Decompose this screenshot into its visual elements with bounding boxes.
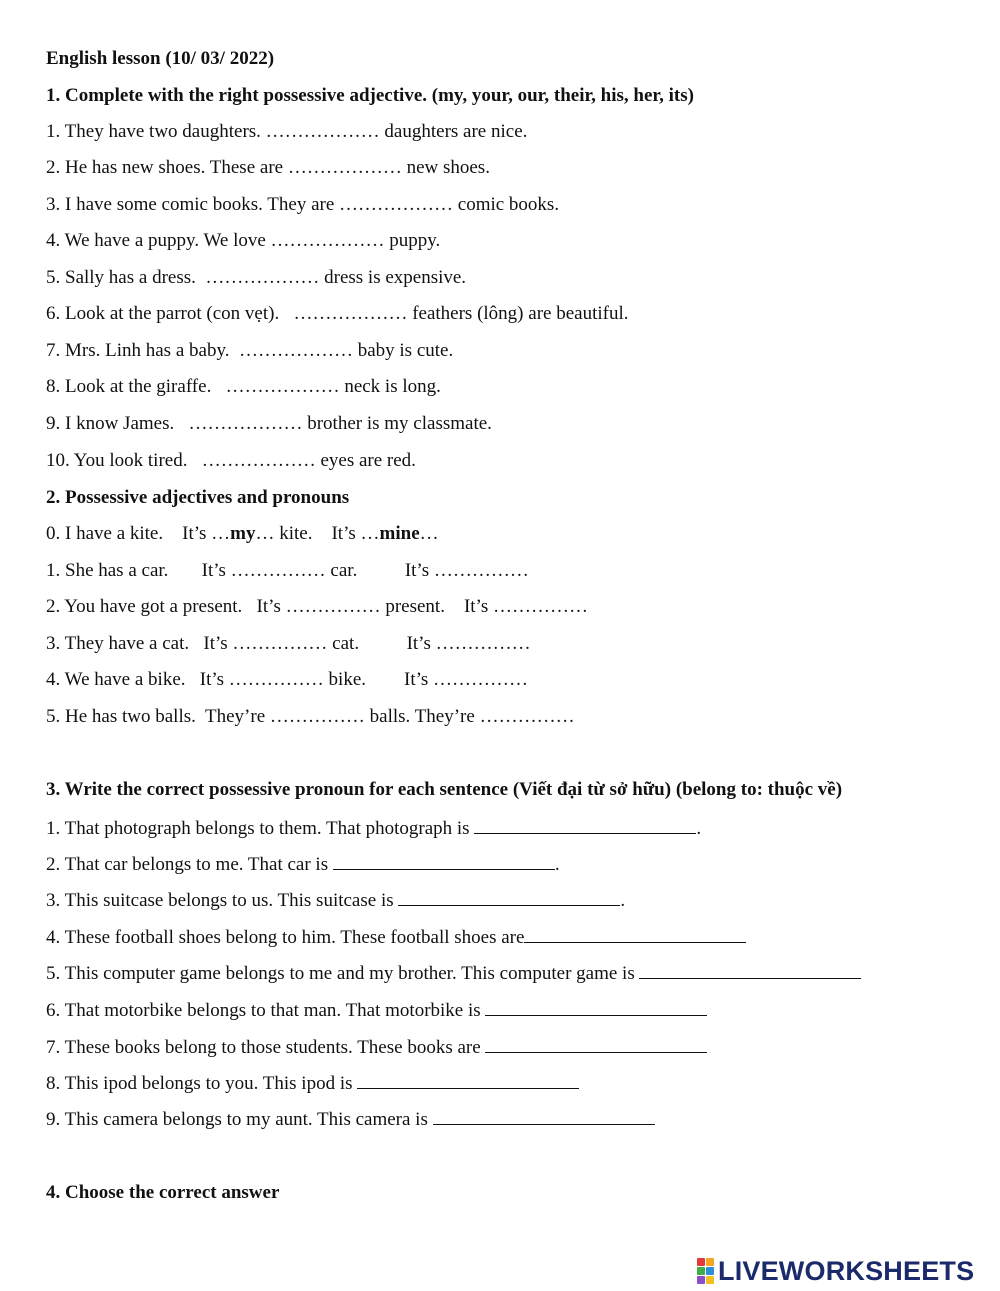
- ex2-item: 1. She has a car. It’s …………… car. It’s ……………: [46, 560, 529, 581]
- logo-square: [697, 1276, 705, 1284]
- ex2-example-answer-2: mine: [379, 523, 420, 544]
- ex2-example-part3: …: [419, 523, 439, 544]
- ex3-item: [46, 1071, 579, 1095]
- ex1-item: 7. Mrs. Linh has a baby. ……………… baby is cute.: [46, 340, 454, 361]
- liveworksheets-logo-text: LIVEWORKSHEETS: [718, 1255, 975, 1286]
- ex3-item-text: 6. That motorbike belongs to that man. That motorbike is: [46, 1000, 486, 1021]
- ex3-item: [46, 925, 746, 949]
- answer-blank[interactable]: [357, 1071, 579, 1089]
- ex1-item: 4. We have a puppy. We love ……………… puppy.: [46, 230, 441, 251]
- ex3-item: [46, 961, 861, 985]
- ex3-item-end: .: [554, 854, 560, 875]
- ex2-item: 2. You have got a present. It’s …………… present. It’s ……………: [46, 596, 588, 617]
- ex3-item: [46, 998, 707, 1022]
- ex3-item-end: .: [620, 890, 626, 911]
- ex2-item: 3. They have a cat. It’s …………… cat. It’s ……………: [46, 633, 531, 654]
- ex1-item: 3. I have some comic books. They are ……………… comic books.: [46, 194, 560, 215]
- ex2-example-answer-1: my: [230, 523, 256, 544]
- ex3-item: [46, 1107, 655, 1131]
- ex1-item: 2. He has new shoes. These are ……………… new shoes.: [46, 157, 490, 178]
- answer-blank[interactable]: [474, 816, 696, 834]
- ex3-item-text: 9. This camera belongs to my aunt. This camera is: [46, 1109, 433, 1130]
- ex1-item: 10. You look tired. ……………… eyes are red.: [46, 450, 416, 471]
- ex2-example-part2: … kite. It’s …: [255, 523, 380, 544]
- ex3-item-text: 8. This ipod belongs to you. This ipod is: [46, 1073, 358, 1094]
- ex2-item: 5. He has two balls. They’re …………… balls. They’re ……………: [46, 706, 575, 727]
- ex3-item: [46, 852, 560, 876]
- exercise-4-title: 4. Choose the correct answer: [46, 1182, 280, 1203]
- worksheet-header: English lesson (10/ 03/ 2022): [46, 48, 275, 69]
- liveworksheets-logo: [697, 1256, 974, 1286]
- ex1-item: 6. Look at the parrot (con vẹt). ……………… feathers (lông) are beautiful.: [46, 303, 629, 324]
- ex1-item: 1. They have two daughters. ……………… daughters are nice.: [46, 121, 528, 142]
- ex3-item: [46, 816, 701, 840]
- ex3-item-end: .: [696, 818, 702, 839]
- ex3-item: [46, 1035, 707, 1059]
- ex3-item-text: 2. That car belongs to me. That car is: [46, 854, 333, 875]
- logo-square: [697, 1258, 705, 1266]
- ex1-item: 5. Sally has a dress. ……………… dress is expensive.: [46, 267, 467, 288]
- ex3-item: [46, 888, 625, 912]
- logo-square: [706, 1258, 714, 1266]
- ex1-item: 8. Look at the giraffe. ……………… neck is long.: [46, 376, 441, 397]
- answer-blank[interactable]: [524, 925, 746, 943]
- answer-blank[interactable]: [485, 998, 707, 1016]
- ex3-item-text: 3. This suitcase belongs to us. This suitcase is: [46, 890, 399, 911]
- logo-square: [706, 1267, 714, 1275]
- exercise-2-title: 2. Possessive adjectives and pronouns: [46, 487, 350, 508]
- answer-blank[interactable]: [398, 888, 620, 906]
- answer-blank[interactable]: [639, 961, 861, 979]
- ex1-item: 9. I know James. ……………… brother is my classmate.: [46, 413, 492, 434]
- ex3-item-text: 1. That photograph belongs to them. That photograph is: [46, 818, 475, 839]
- exercise-1-title: 1. Complete with the right possessive adjective. (my, your, our, their, his, her, its): [46, 85, 694, 106]
- ex3-item-text: 4. These football shoes belong to him. These football shoes are: [46, 927, 525, 948]
- ex2-example: [46, 523, 439, 545]
- exercise-3-title: 3. Write the correct possessive pronoun for each sentence (Viết đại từ sở hữu) (belong to: thuộc về): [46, 779, 843, 800]
- answer-blank[interactable]: [485, 1035, 707, 1053]
- ex3-item-text: 5. This computer game belongs to me and my brother. This computer game is: [46, 963, 640, 984]
- ex2-item: 4. We have a bike. It’s …………… bike. It’s ……………: [46, 669, 529, 690]
- answer-blank[interactable]: [333, 852, 555, 870]
- answer-blank[interactable]: [433, 1107, 655, 1125]
- logo-square: [697, 1267, 705, 1275]
- logo-square: [706, 1276, 714, 1284]
- ex3-item-text: 7. These books belong to those students. These books are: [46, 1037, 486, 1058]
- ex2-example-part1: 0. I have a kite. It’s …: [46, 523, 231, 544]
- liveworksheets-logo-icon: [697, 1258, 714, 1284]
